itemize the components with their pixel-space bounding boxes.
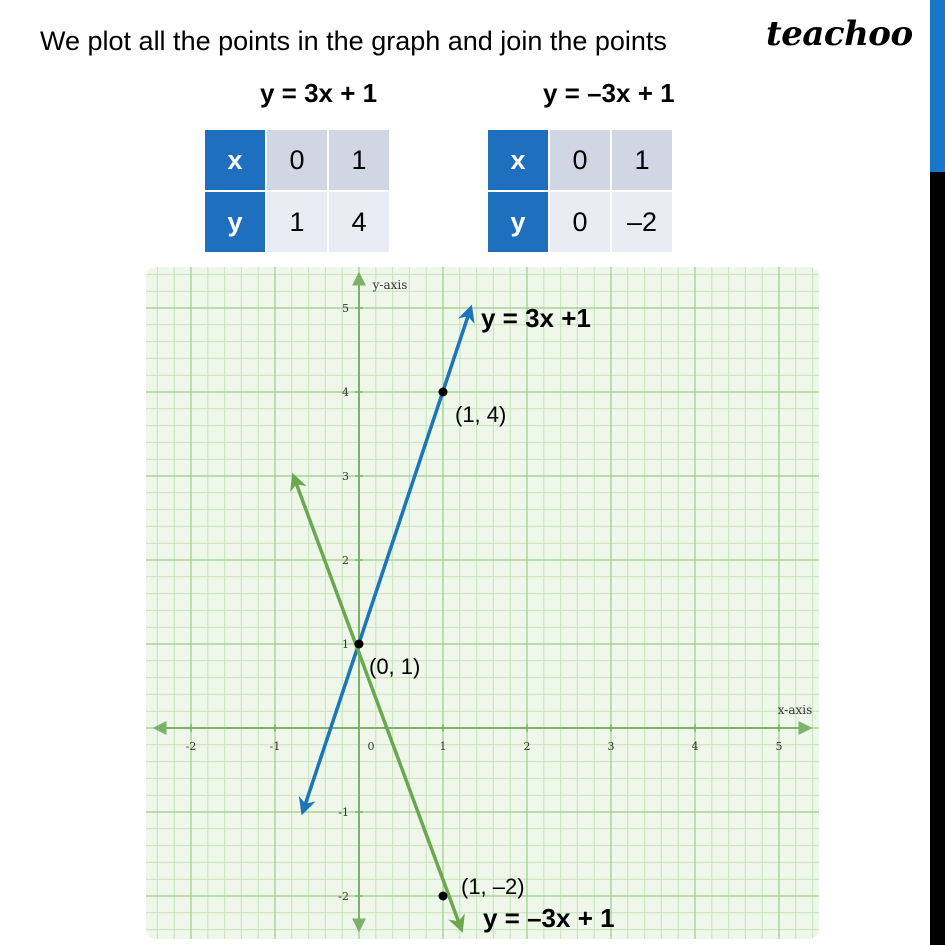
point-label: (1, –2) [461,874,525,899]
x-tick-label: 0 [367,740,375,753]
y-tick-label: 2 [342,554,349,567]
table-2-cell: –2 [612,192,672,252]
x-tick-label: 3 [607,740,615,753]
point-label: (0, 1) [369,654,421,679]
table-1-title: y = 3x + 1 [260,78,378,108]
y-tick-label: 5 [342,302,349,315]
x-tick-label: 5 [775,740,783,753]
table-1-cell: 1 [329,130,389,190]
side-scroll-bar [930,172,945,945]
series-name-label: y = –3x + 1 [483,903,615,933]
table-2-row-y-head: y [488,192,548,252]
data-point [355,640,364,649]
y-tick-label: -2 [338,890,349,903]
table-1-cell: 4 [329,192,389,252]
side-accent-bar [930,0,945,172]
table-2-cell: 0 [550,130,610,190]
table-1-cell: 0 [267,130,327,190]
point-label: (1, 4) [455,402,507,427]
x-tick-label: 1 [439,740,447,753]
data-point [439,892,448,901]
table-2-cell: 1 [612,130,672,190]
x-tick-label: -1 [269,740,281,753]
y-tick-label: 3 [342,470,349,483]
values-table-1 [203,128,391,254]
y-tick-label: -1 [338,806,349,819]
table-2-cell: 0 [550,192,610,252]
table-1-row-y-head: y [205,192,265,252]
data-point [439,388,448,397]
brand-logo: teachoo [766,14,913,54]
page-heading: We plot all the points in the graph and join the points [40,26,667,56]
x-tick-label: -2 [185,740,197,753]
y-tick-label: 4 [342,386,349,399]
series-line-2 [293,476,461,930]
values-table-2 [486,128,674,254]
x-axis-label: x-axis [777,703,813,717]
y-tick-label: 1 [342,638,349,651]
line-graph [146,267,819,939]
series-name-label: y = 3x +1 [481,303,591,333]
table-2-title: y = –3x + 1 [543,78,675,108]
x-tick-label: 2 [523,740,531,753]
table-1-cell: 1 [267,192,327,252]
graph-panel [146,267,819,939]
table-2-row-x-head: x [488,130,548,190]
x-tick-label: 4 [691,740,699,753]
table-1-row-x-head: x [205,130,265,190]
y-axis-label: y-axis [372,278,408,292]
